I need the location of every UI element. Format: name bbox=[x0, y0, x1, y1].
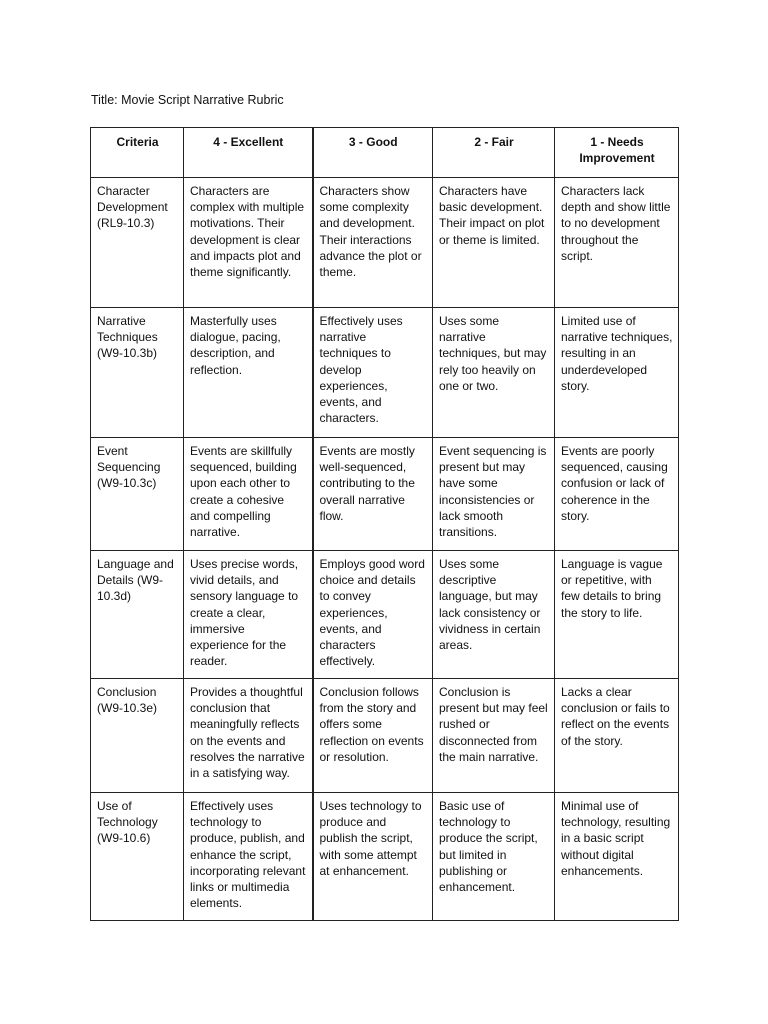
good-cell: Events are mostly well-sequenced, contributing to the overall narrative flow. bbox=[313, 438, 433, 551]
good-cell: Characters show some complexity and development. Their interactions advance the plot or theme. bbox=[313, 178, 433, 308]
table-row bbox=[91, 551, 679, 679]
excellent-cell: Provides a thoughtful conclusion that meaningfully reflects on the events and resolves the narrative in a satisfying way. bbox=[184, 679, 313, 793]
needs-improvement-cell: Characters lack depth and show little to no development throughout the script. bbox=[555, 178, 679, 308]
table-row bbox=[91, 178, 679, 308]
fair-cell: Conclusion is present but may feel rushed or disconnected from the main narrative. bbox=[433, 679, 555, 793]
excellent-cell: Masterfully uses dialogue, pacing, description, and reflection. bbox=[184, 308, 313, 438]
fair-cell: Uses some narrative techniques, but may rely too heavily on one or two. bbox=[433, 308, 555, 438]
fair-cell: Basic use of technology to produce the script, but limited in publishing or enhancement. bbox=[433, 793, 555, 921]
table-row bbox=[91, 438, 679, 551]
table-row bbox=[91, 679, 679, 793]
excellent-cell: Characters are complex with multiple motivations. Their development is clear and impacts plot and theme significantly. bbox=[184, 178, 313, 308]
criteria-cell: Character Development (RL9-10.3) bbox=[91, 178, 184, 308]
header-fair: 2 - Fair bbox=[433, 128, 555, 178]
excellent-cell: Events are skillfully sequenced, building upon each other to create a cohesive and compelling narrative. bbox=[184, 438, 313, 551]
fair-cell: Event sequencing is present but may have some inconsistencies or lack smooth transitions. bbox=[433, 438, 555, 551]
table-header-row bbox=[91, 128, 679, 178]
document-title: Title: Movie Script Narrative Rubric bbox=[91, 93, 284, 107]
header-good: 3 - Good bbox=[313, 128, 433, 178]
criteria-cell: Conclusion (W9-10.3e) bbox=[91, 679, 184, 793]
needs-improvement-cell: Language is vague or repetitive, with few details to bring the story to life. bbox=[555, 551, 679, 679]
excellent-cell: Effectively uses technology to produce, publish, and enhance the script, incorporating relevant links or multimedia elements. bbox=[184, 793, 313, 921]
needs-improvement-cell: Limited use of narrative techniques, resulting in an underdeveloped story. bbox=[555, 308, 679, 438]
good-cell: Conclusion follows from the story and offers some reflection on events or resolution. bbox=[313, 679, 433, 793]
header-excellent: 4 - Excellent bbox=[184, 128, 313, 178]
needs-improvement-cell: Lacks a clear conclusion or fails to reflect on the events of the story. bbox=[555, 679, 679, 793]
criteria-cell: Narrative Techniques (W9-10.3b) bbox=[91, 308, 184, 438]
rubric-table bbox=[90, 127, 679, 921]
criteria-cell: Event Sequencing (W9-10.3c) bbox=[91, 438, 184, 551]
needs-improvement-cell: Minimal use of technology, resulting in a basic script without digital enhancements. bbox=[555, 793, 679, 921]
excellent-cell: Uses precise words, vivid details, and sensory language to create a clear, immersive experience for the reader. bbox=[184, 551, 313, 679]
good-cell: Employs good word choice and details to convey experiences, events, and characters effectively. bbox=[313, 551, 433, 679]
table-row bbox=[91, 308, 679, 438]
header-needs-improvement: 1 - Needs Improvement bbox=[555, 128, 679, 178]
criteria-cell: Use of Technology (W9-10.6) bbox=[91, 793, 184, 921]
header-criteria: Criteria bbox=[91, 128, 184, 178]
fair-cell: Characters have basic development. Their impact on plot or theme is limited. bbox=[433, 178, 555, 308]
good-cell: Uses technology to produce and publish the script, with some attempt at enhancement. bbox=[313, 793, 433, 921]
criteria-cell: Language and Details (W9-10.3d) bbox=[91, 551, 184, 679]
good-cell: Effectively uses narrative techniques to develop experiences, events, and characters. bbox=[313, 308, 433, 438]
table-row bbox=[91, 793, 679, 921]
fair-cell: Uses some descriptive language, but may lack consistency or vividness in certain areas. bbox=[433, 551, 555, 679]
needs-improvement-cell: Events are poorly sequenced, causing confusion or lack of coherence in the story. bbox=[555, 438, 679, 551]
